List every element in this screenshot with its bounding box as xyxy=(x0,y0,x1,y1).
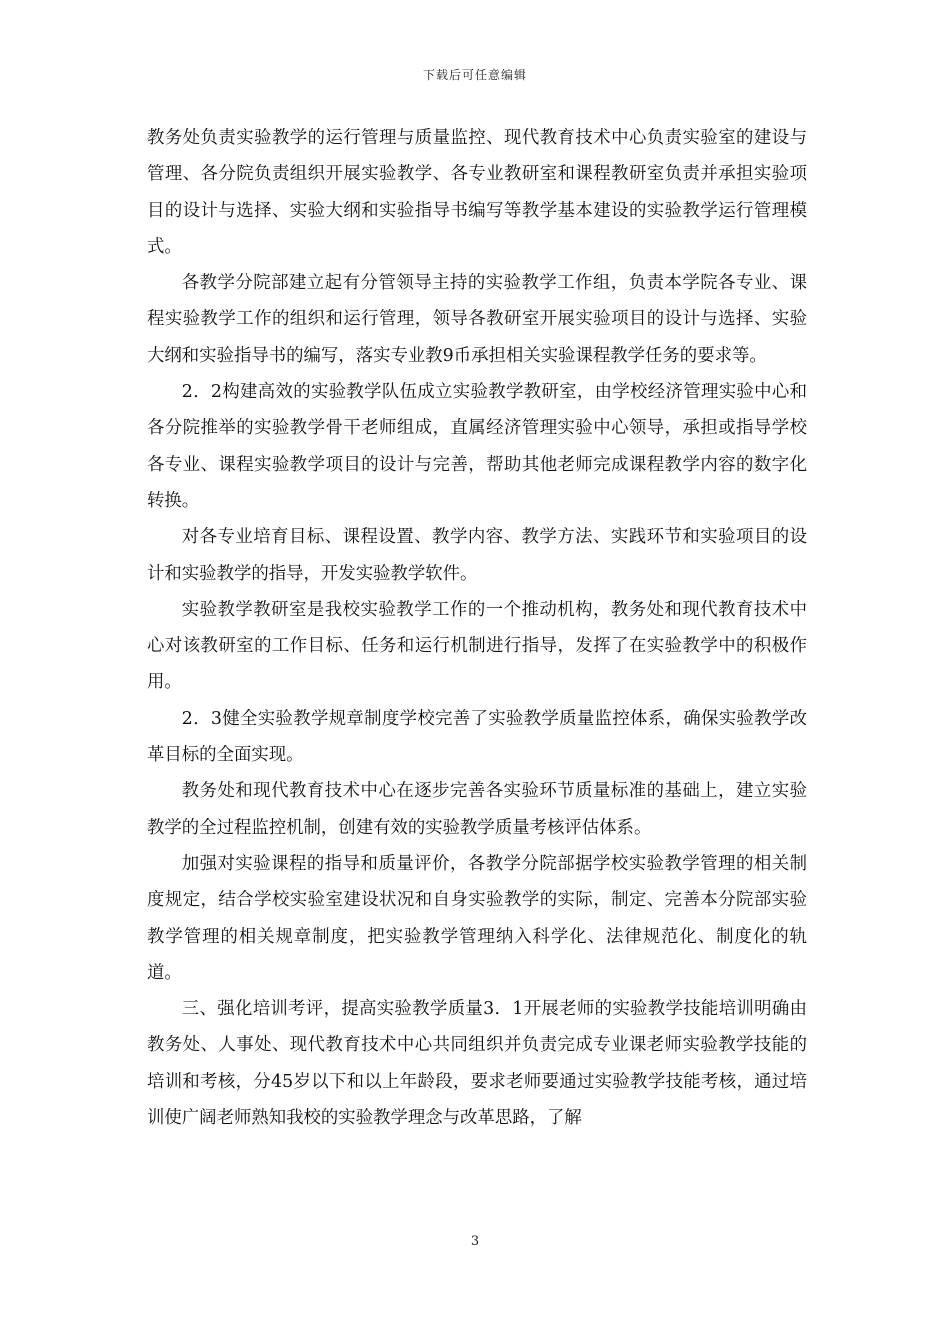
page-header: 下载后可任意编辑 xyxy=(422,68,527,82)
paragraph-3: 2．2构建高效的实验教学队伍成立实验教学教研室，由学校经济管理实验中心和各分院推举的实验教学骨干老师组成，直属经济管理实验中心领导，承担或指导学校各专业、课程实验教学项目的设计与完善，帮助其他老师完成课程教学内容的数字化转换。 xyxy=(147,382,807,511)
paragraph-5: 实验教学教研室是我校实验教学工作的一个推动机构，教务处和现代教育技术中心对该教研室的工作目标、任务和运行机制进行指导，发挥了在实验教学中的积极作用。 xyxy=(147,599,807,693)
paragraph-8: 加强对实验课程的指导和质量评价，各教学分院部据学校实验教学管理的相关制度规定，结合学校实验室建设状况和自身实验教学的实际，制定、完善本分院部实验教学管理的相关规章制度，把实验教学管理纳入科学化、法律规范化、制度化的轨道。 xyxy=(147,853,807,983)
document-body xyxy=(147,120,807,1136)
paragraph-1: 教务处负责实验教学的运行管理与质量监控、现代教育技术中心负责实验室的建设与管理、各分院负责组织开展实验教学、各专业教研室和课程教研室负责并承担实验项目的设计与选择、实验大纲和实验指导书编写等教学基本建设的实验教学运行管理模式。 xyxy=(147,128,807,257)
paragraph-9: 三、强化培训考评，提高实验教学质量3．1开展老师的实验教学技能培训明确由教务处、人事处、现代教育技术中心共同组织并负责完成专业课老师实验教学技能的培训和考核，分45岁以下和以上年龄段，要求老师要通过实验教学技能考核，通过培训使广阔老师熟知我校的实验教学理念与改革思路，了解 xyxy=(147,999,807,1129)
paragraph-6: 2．3健全实验教学规章制度学校完善了实验教学质量监控体系，确保实验教学改革目标的全面实现。 xyxy=(147,708,807,766)
page-number: 3 xyxy=(470,1234,480,1249)
paragraph-7: 教务处和现代教育技术中心在逐步完善各实验环节质量标准的基础上，建立实验教学的全过程监控机制，创建有效的实验教学质量考核评估体系。 xyxy=(147,781,807,838)
paragraph-4: 对各专业培育目标、课程设置、教学内容、教学方法、实践环节和实验项目的设计和实验教学的指导，开发实验教学软件。 xyxy=(147,527,807,584)
paragraph-2: 各教学分院部建立起有分管领导主持的实验教学工作组，负责本学院各专业、课程实验教学工作的组织和运行管理，领导各教研室开展实验项目的设计与选择、实验大纲和实验指导书的编写，落实专业教9币承担相关实验课程教学任务的要求等。 xyxy=(147,273,807,366)
